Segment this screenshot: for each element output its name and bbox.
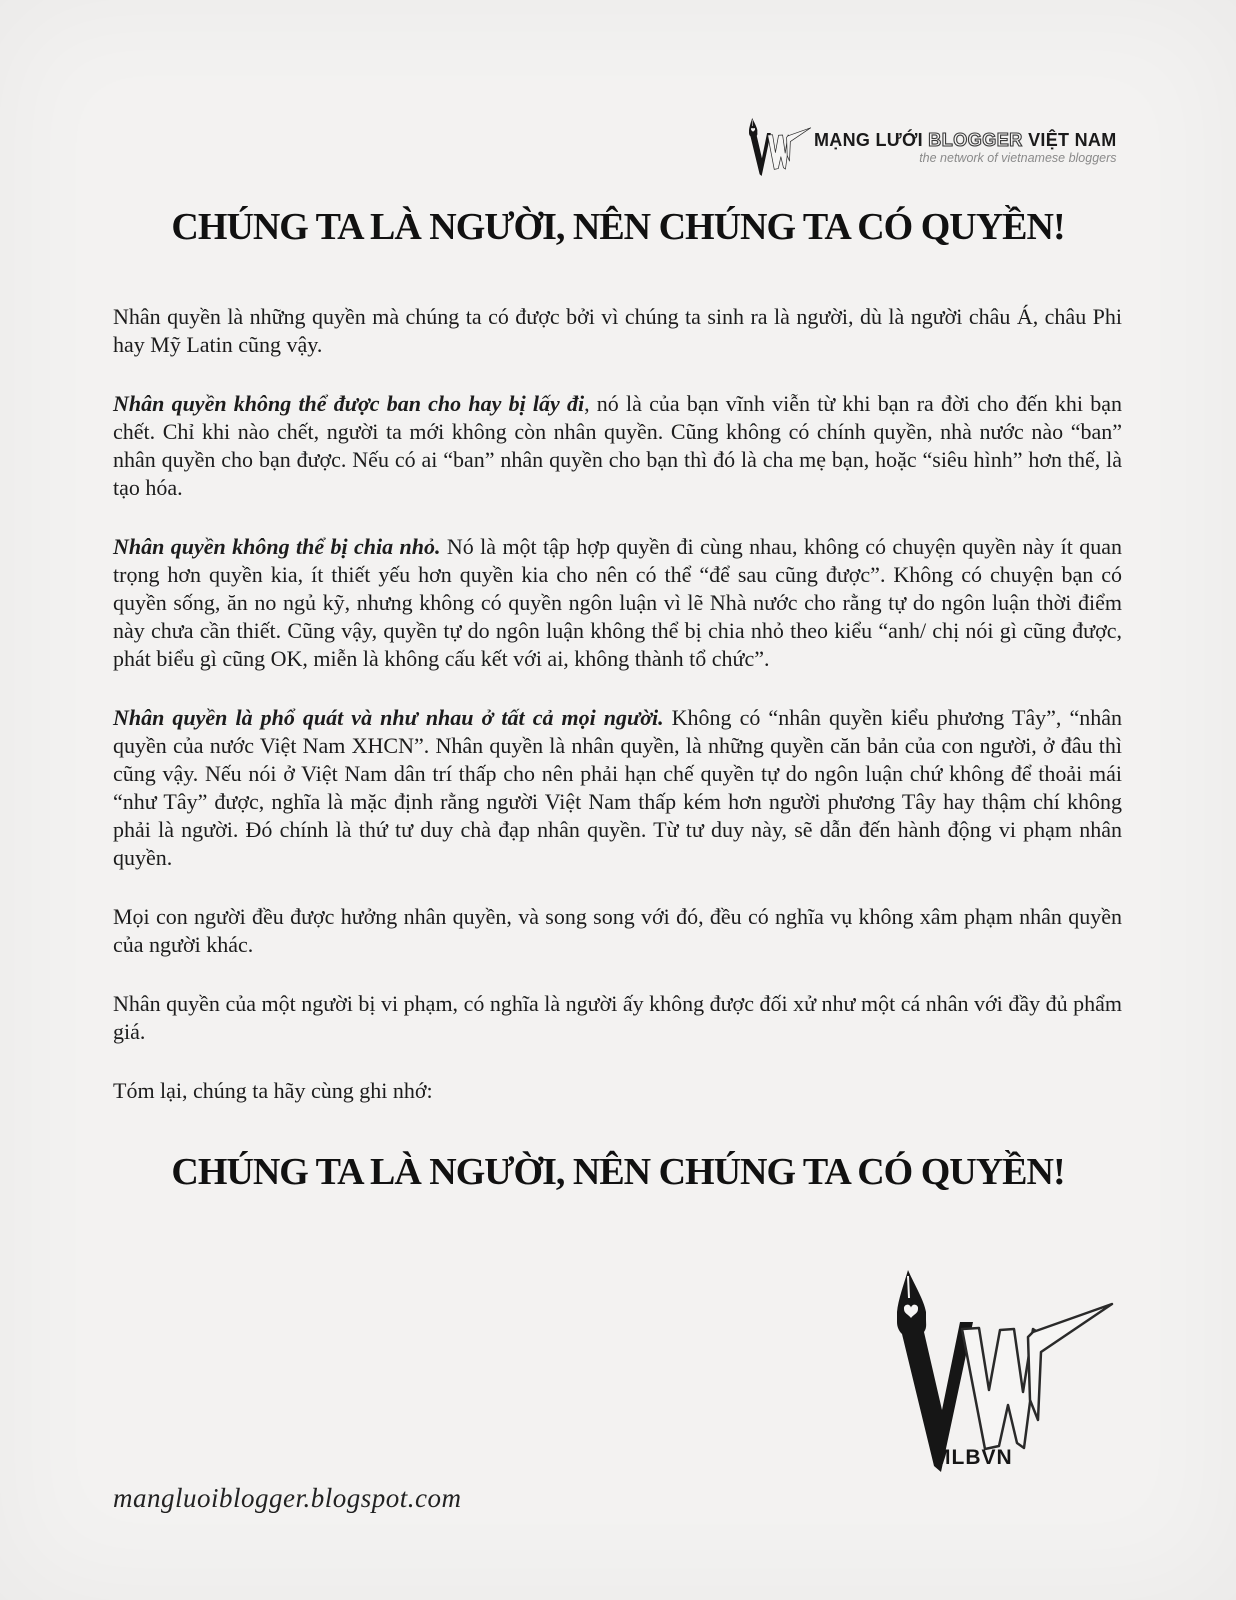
paragraph-text: Nhân quyền của một người bị vi phạm, có nghĩa là người ấy không được đối xử như một cá nhân với đầy đủ phẩm giá. bbox=[113, 991, 1122, 1044]
paragraph-lead: Nhân quyền không thể được ban cho hay bị lấy đi bbox=[113, 391, 585, 416]
document-body bbox=[113, 303, 1122, 1136]
header-logo bbox=[742, 110, 1117, 176]
wordmark-mang-luoi: MẠNG LƯỚI bbox=[814, 130, 923, 150]
pen-nib-crane-logo-large-icon bbox=[878, 1242, 1118, 1472]
paragraph-lead: Nhân quyền là phổ quát và như nhau ở tất cả mọi người. bbox=[113, 705, 664, 730]
paragraph-text: Tóm lại, chúng ta hãy cùng ghi nhớ: bbox=[113, 1078, 433, 1103]
header-tagline: the network of vietnamese bloggers bbox=[919, 151, 1117, 165]
header-wordmark bbox=[814, 130, 1117, 150]
wordmark-blogger: BLOGGER bbox=[928, 130, 1023, 150]
paragraph-universal bbox=[113, 704, 1122, 872]
logo-acronym: MLBVN bbox=[933, 1446, 1013, 1469]
closing-title: CHÚNG TA LÀ NGƯỜI, NÊN CHÚNG TA CÓ QUYỀN! bbox=[171, 1151, 1065, 1193]
paragraph-text: , nó là của bạn vĩnh viễn từ khi bạn ra đời cho đến khi bạn chết. Chỉ khi nào chết, người ta mới không còn nhân quyền. Cũng không có chính quyền, nhà nước nào “ban” nhân quyền cho bạn được. Nếu có ai “ban” nhân quyền cho bạn thì đó là cha mẹ bạn, hoặc “siêu hình” hơn thế, là tạo hóa. bbox=[113, 391, 1122, 500]
paragraph-conclusion-intro bbox=[113, 1077, 1122, 1105]
paragraph-intro bbox=[113, 303, 1122, 359]
website-url: mangluoiblogger.blogspot.com bbox=[113, 1483, 462, 1513]
document-title: CHÚNG TA LÀ NGƯỜI, NÊN CHÚNG TA CÓ QUYỀN! bbox=[171, 206, 1065, 248]
paragraph-text: Mọi con người đều được hưởng nhân quyền, và song song với đó, đều có nghĩa vụ không xâm phạm nhân quyền của người khác. bbox=[113, 904, 1122, 957]
pen-nib-crane-logo-icon bbox=[742, 110, 814, 176]
paragraph-text: Nó là một tập hợp quyền đi cùng nhau, không có chuyện quyền này ít quan trọng hơn quyền kia, ít thiết yếu hơn quyền kia cho nên có thể “để sau cũng được”. Không có chuyện bạn có quyền sống, ăn no ngủ kỹ, nhưng không có quyền ngôn luận vì lẽ Nhà nước cho rằng tự do ngôn luận thời điểm này chưa cần thiết. Cũng vậy, quyền tự do ngôn luận không thể bị chia nhỏ theo kiểu “anh/ chị nói gì cũng được, phát biểu gì cũng OK, miễn là không cấu kết với ai, không thành tổ chức”. bbox=[113, 534, 1123, 671]
paragraph-text: Nhân quyền là những quyền mà chúng ta có được bởi vì chúng ta sinh ra là người, dù là người châu Á, châu Phi hay Mỹ Latin cũng vậy. bbox=[113, 304, 1122, 357]
paragraph-text: Không có “nhân quyền kiểu phương Tây”, “nhân quyền của nước Việt Nam XHCN”. Nhân quyền là nhân quyền, là những quyền căn bản của con người, ở đâu thì cũng vậy. Nếu nói ở Việt Nam dân trí thấp cho nên phải hạn chế quyền tự do ngôn luận chứ không để thoải mái “như Tây” được, nghĩa là mặc định rằng người Việt Nam thấp kém hơn người phương Tây hay thậm chí không phải là người. Đó chính là thứ tư duy chà đạp nhân quyền. Từ tư duy này, sẽ dẫn đến hành động vi phạm nhân quyền. bbox=[113, 705, 1122, 870]
paragraph-everyone-entitled bbox=[113, 903, 1122, 959]
paragraph-violation-meaning bbox=[113, 990, 1122, 1046]
paragraph-lead: Nhân quyền không thể bị chia nhỏ. bbox=[113, 534, 441, 559]
header-wordmark-block bbox=[814, 110, 1117, 166]
paragraph-indivisible bbox=[113, 533, 1122, 673]
paragraph-not-granted bbox=[113, 390, 1122, 502]
wordmark-viet-nam: VIỆT NAM bbox=[1028, 130, 1117, 150]
